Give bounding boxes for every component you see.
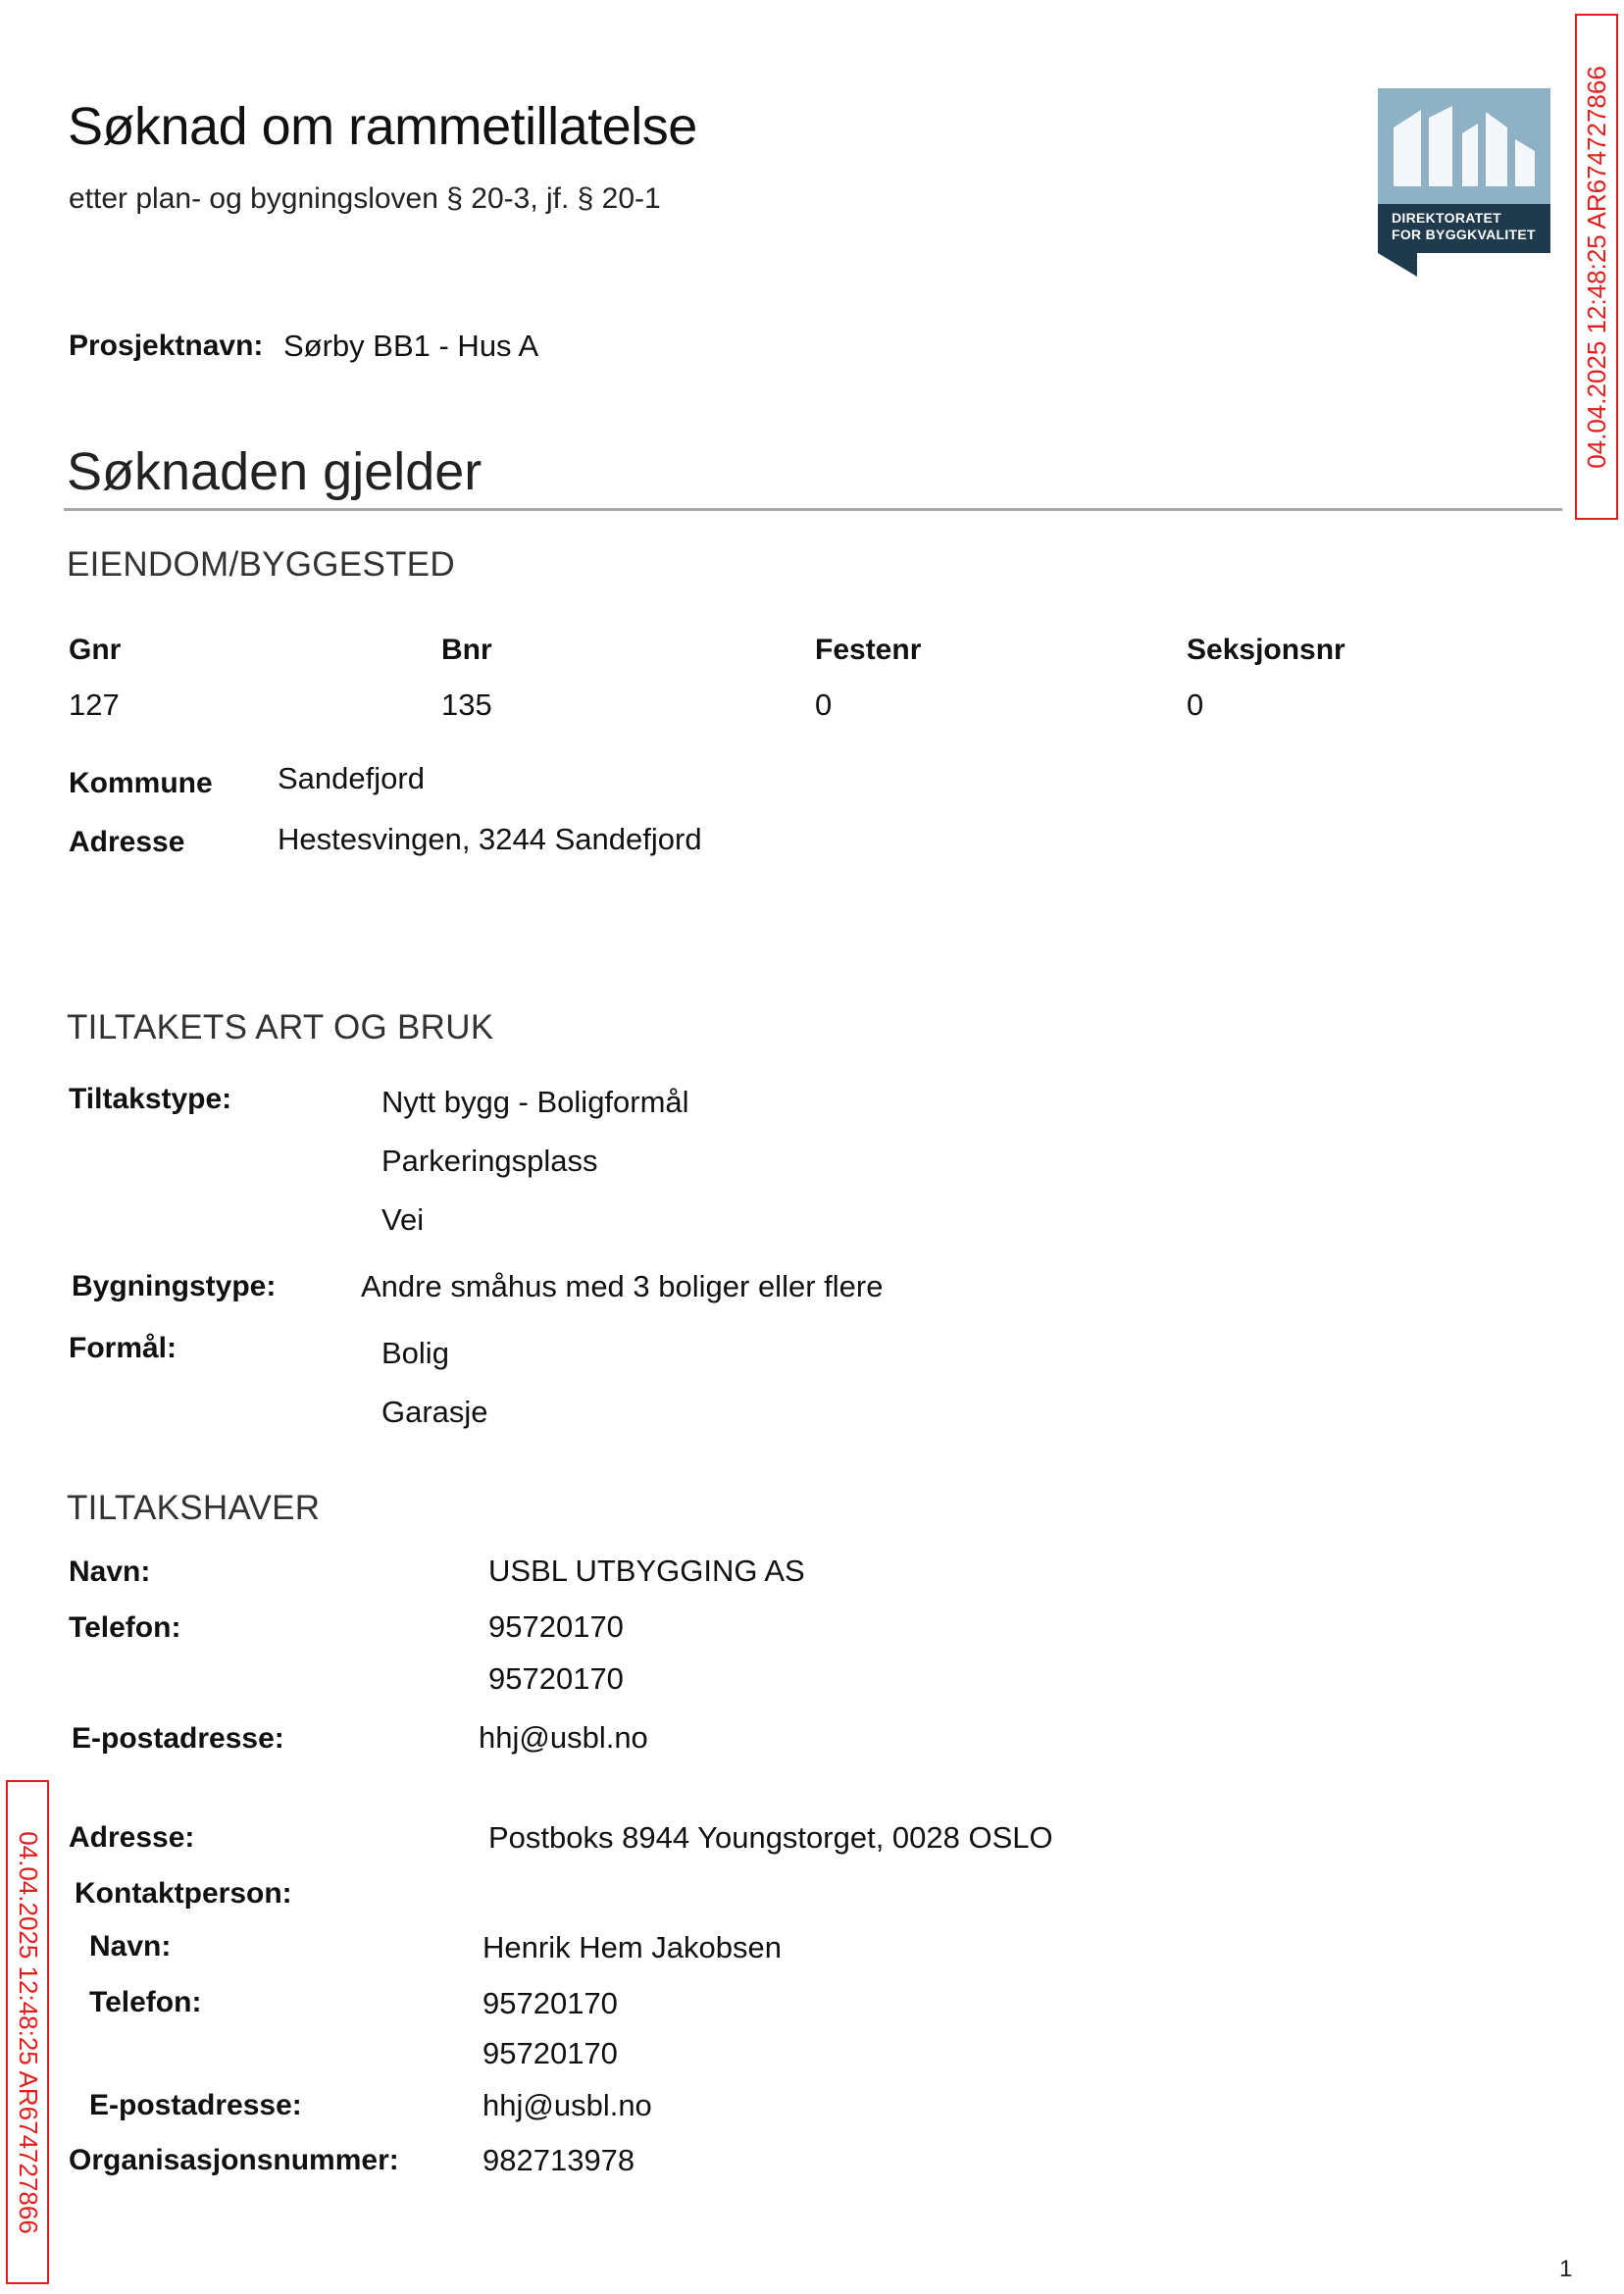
org-number-label: Organisasjonsnummer: [69, 2144, 399, 2176]
contact-email-label: E-postadresse: [89, 2089, 302, 2121]
logo-text-line1: DIREKTORATET [1392, 210, 1501, 226]
property-address-label: Adresse [69, 826, 185, 858]
building-type-value: Andre småhus med 3 boliger eller flere [361, 1269, 884, 1303]
owner-email-label: E-postadresse: [72, 1722, 284, 1755]
project-name-value: Sørby BB1 - Hus A [283, 329, 539, 363]
municipality-value: Sandefjord [278, 761, 425, 795]
festenr-label: Festenr [815, 634, 922, 666]
gnr-value: 127 [69, 688, 120, 722]
owner-phone-label: Telefon: [69, 1611, 181, 1644]
org-number-value: 982713978 [482, 2143, 635, 2177]
page-number: 1 [1559, 2256, 1573, 2282]
owner-phone-value: 95720170 [488, 1609, 624, 1644]
contact-phone-value: 95720170 [482, 2036, 618, 2070]
page-title: Søknad om rammetillatelse [68, 97, 697, 156]
contact-phone-value: 95720170 [482, 1986, 618, 2020]
project-name-label: Prosjektnavn: [69, 330, 264, 362]
owner-address-label: Adresse: [69, 1821, 195, 1854]
property-address-value: Hestesvingen, 3244 Sandefjord [278, 822, 702, 856]
contact-email-value[interactable]: hhj@usbl.no [482, 2088, 652, 2122]
seksjonsnr-value: 0 [1187, 688, 1204, 722]
dibk-logo [1378, 88, 1550, 277]
contact-phone-label: Telefon: [89, 1986, 202, 2018]
measure-type-item: Vei [381, 1202, 425, 1237]
stamp-text: 04.04.2025 12:48:25 AR674727866 [13, 1830, 43, 2234]
owner-email-value[interactable]: hhj@usbl.no [479, 1720, 648, 1755]
section-heading-property: EIENDOM/BYGGESTED [67, 545, 455, 584]
measure-type-item: Nytt bygg - Boligformål [381, 1085, 689, 1119]
section-heading-measure: TILTAKETS ART OG BRUK [67, 1008, 494, 1046]
logo-tail-icon [1378, 253, 1417, 277]
municipality-label: Kommune [69, 767, 213, 799]
contact-person-label: Kontaktperson: [75, 1877, 292, 1910]
section-divider [64, 508, 1562, 511]
gnr-label: Gnr [69, 634, 122, 666]
contact-name-value: Henrik Hem Jakobsen [482, 1930, 782, 1964]
purpose-label: Formål: [69, 1332, 178, 1364]
section-heading-owner: TILTAKSHAVER [67, 1489, 321, 1527]
festenr-value: 0 [815, 688, 833, 722]
bnr-label: Bnr [441, 634, 492, 666]
logo-graphic [1378, 88, 1550, 277]
owner-name-value: USBL UTBYGGING AS [488, 1554, 805, 1588]
purpose-item: Garasje [381, 1395, 488, 1429]
building-type-label: Bygningstype: [72, 1270, 277, 1302]
section-heading-applies: Søknaden gjelder [67, 442, 482, 501]
owner-name-label: Navn: [69, 1555, 151, 1588]
timestamp-stamp-bottom [6, 1780, 49, 2284]
purpose-item: Bolig [381, 1336, 449, 1370]
stamp-text: 04.04.2025 12:48:25 AR674727866 [1581, 65, 1611, 469]
owner-address-value: Postboks 8944 Youngstorget, 0028 OSLO [488, 1820, 1053, 1855]
bnr-value: 135 [441, 688, 492, 722]
logo-text-line2: FOR BYGGKVALITET [1392, 227, 1536, 242]
timestamp-stamp-top [1575, 14, 1618, 520]
measure-type-label: Tiltakstype: [69, 1083, 232, 1115]
contact-name-label: Navn: [89, 1930, 172, 1963]
page-subtitle: etter plan- og bygningsloven § 20-3, jf. § 20-1 [69, 182, 661, 215]
seksjonsnr-label: Seksjonsnr [1187, 634, 1345, 666]
measure-type-item: Parkeringsplass [381, 1144, 598, 1178]
owner-phone-value: 95720170 [488, 1661, 624, 1696]
logo-text [1392, 210, 1536, 243]
